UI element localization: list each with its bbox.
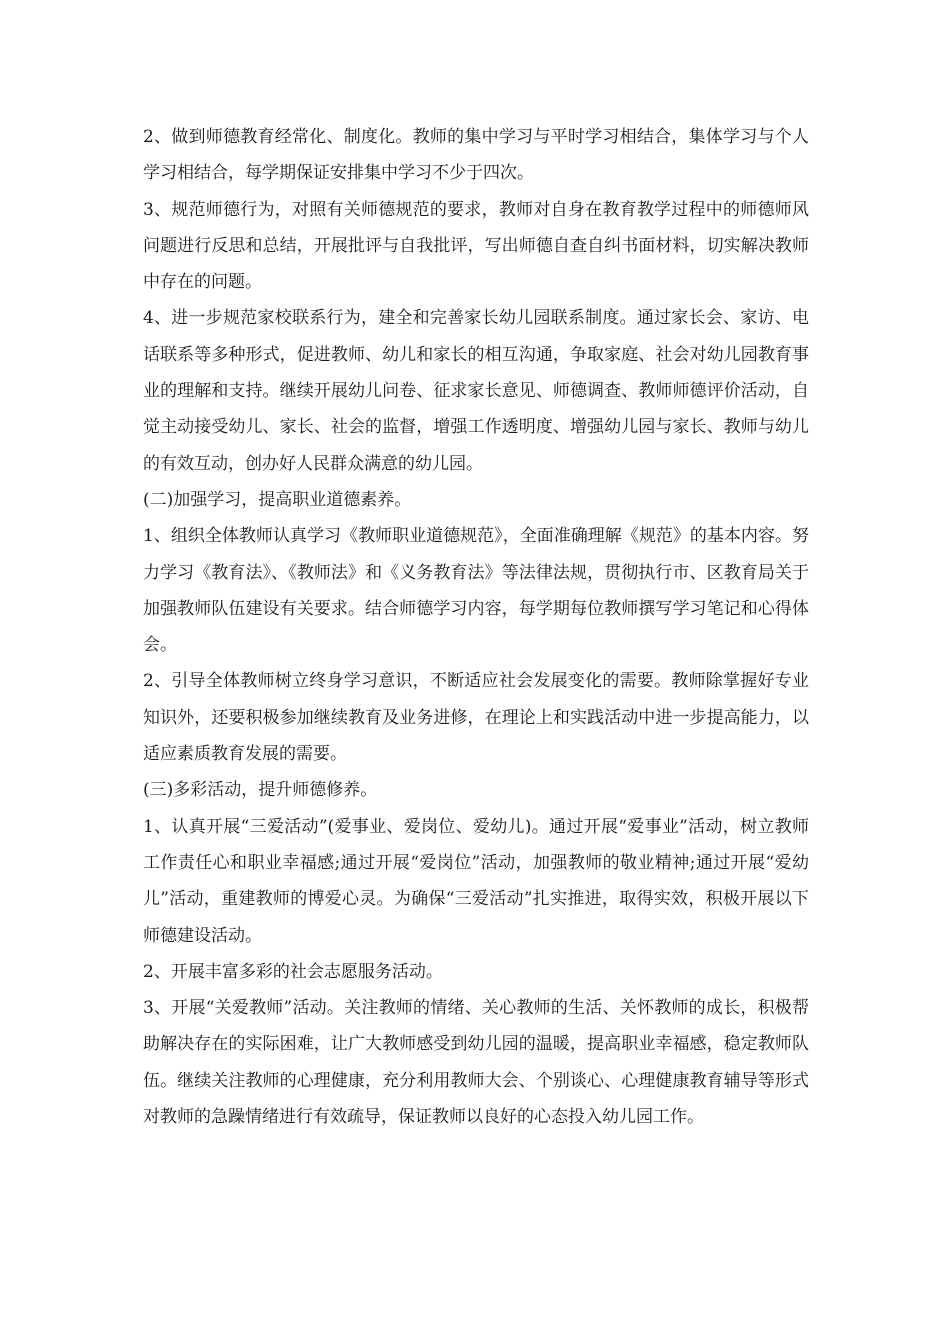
paragraph-item-2-lifelong-learning: 2、引导全体教师树立终身学习意识，不断适应社会发展变化的需要。教师除掌握好专业知识外，还要积极参加继续教育及业务进修，在理论上和实践活动中进一步提高能力，以适应素质教育发展的需要。 <box>143 671 809 765</box>
paragraph-item-3-standardize-conduct: 3、规范师德行为，对照有关师德规范的要求，教师对自身在教育教学过程中的师德师风问题进行反思和总结，开展批评与自我批评，写出师德自查自纠书面材料，切实解决教师中存在的问题。 <box>143 199 809 293</box>
paragraph-item-3-care-for-teachers: 3、开展“关爱教师”活动。关注教师的情绪、关心教师的生活、关怀教师的成长，积极帮助解决存在的实际困难，让广大教师感受到幼儿园的温暖，提高职业幸福感，稳定教师队伍。继续关注教师的心理健康，充分利用教师大会、个别谈心、心理健康教育辅导等形式对教师的急躁情绪进行有效疏导，保证教师以良好的心态投入幼儿园工作。 <box>143 998 809 1128</box>
section-heading-colorful-activities: (三)多彩活动，提升师德修养。 <box>143 780 378 801</box>
document-body <box>143 119 809 1135</box>
paragraph-item-1-study-norms: 1、组织全体教师认真学习《教师职业道德规范》，全面准确理解《规范》的基本内容。努力学习《教育法》、《教师法》和《义务教育法》等法律法规，贯彻执行市、区教育局关于加强教师队伍建设有关要求。结合师德学习内容，每学期每位教师撰写学习笔记和心得体会。 <box>143 526 809 656</box>
section-heading-strengthen-learning: (二)加强学习，提高职业道德素养。 <box>143 489 412 510</box>
paragraph-item-2-volunteer-service: 2、开展丰富多彩的社会志愿服务活动。 <box>143 961 443 982</box>
paragraph-item-2-regular-study: 2、做到师德教育经常化、制度化。教师的集中学习与平时学习相结合，集体学习与个人学习相结合，每学期保证安排集中学习不少于四次。 <box>143 127 809 184</box>
paragraph-item-4-home-school-contact: 4、进一步规范家校联系行为，建全和完善家长幼儿园联系制度。通过家长会、家访、电话联系等多种形式，促进教师、幼儿和家长的相互沟通，争取家庭、社会对幼儿园教育事业的理解和支持。继续开展幼儿问卷、征求家长意见、师德调查、教师师德评价活动，自觉主动接受幼儿、家长、社会的监督，增强工作透明度、增强幼儿园与家长、教师与幼儿的有效互动，创办好人民群众满意的幼儿园。 <box>143 308 809 474</box>
paragraph-item-1-three-loves: 1、认真开展“三爱活动”(爱事业、爱岗位、爱幼儿)。通过开展“爱事业”活动，树立教师工作责任心和职业幸福感;通过开展“爱岗位”活动，加强教师的敬业精神;通过开展“爱幼儿”活动，重建教师的博爱心灵。为确保“三爱活动”扎实推进，取得实效，积极开展以下师德建设活动。 <box>143 816 809 946</box>
